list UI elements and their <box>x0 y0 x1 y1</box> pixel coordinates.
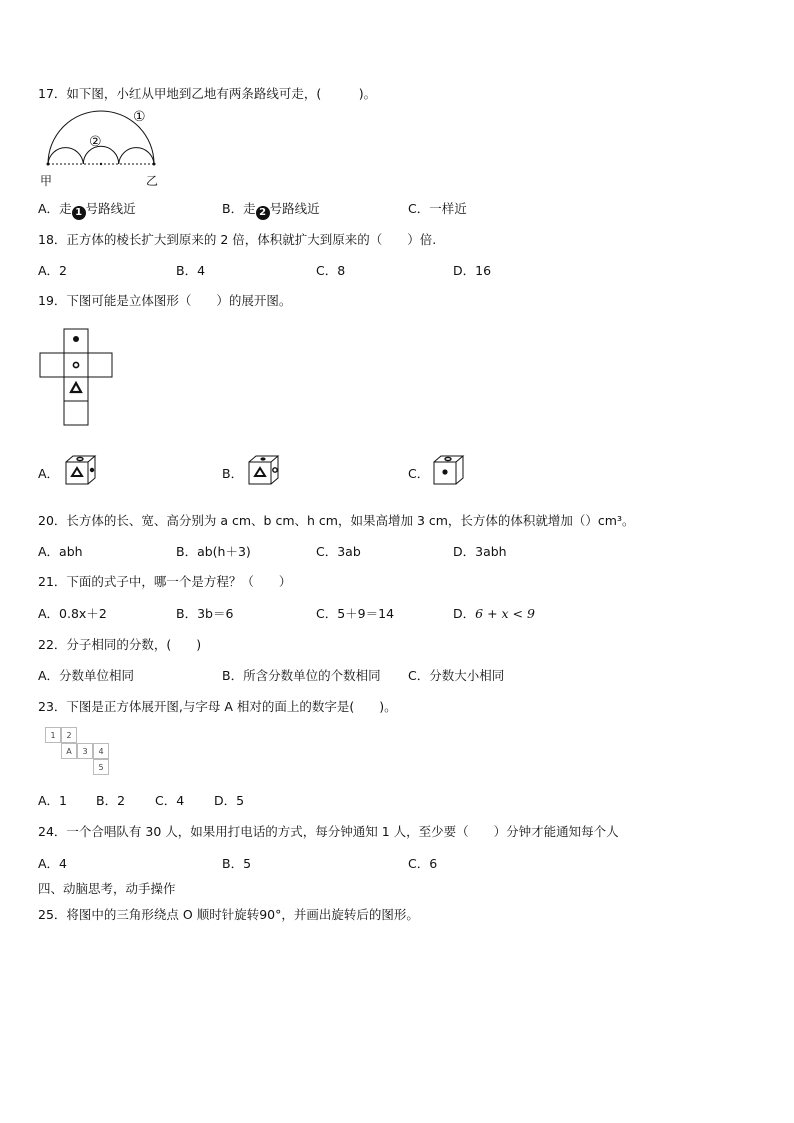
option-text: 号路线近 <box>85 201 136 216</box>
route-1-label: ① <box>133 109 146 125</box>
inequality-expression: 6 + x < 9 <box>475 606 535 621</box>
q20-option-d[interactable]: D．3abh <box>453 544 507 559</box>
q22-option-b[interactable]: B．所含分数单位的个数相同 <box>222 668 381 683</box>
option-text: 一样近 <box>429 201 467 216</box>
q21-option-b[interactable]: B．3b＝6 <box>176 606 234 621</box>
q17-stem: 17．如下图，小红从甲地到乙地有两条路线可走，( )。 <box>38 86 377 101</box>
option-letter: B． <box>222 201 244 216</box>
option-text: 号路线近 <box>269 201 320 216</box>
cube-option-b-icon <box>247 454 287 486</box>
q20-stem: 20．长方体的长、宽、高分别为 a cm、b cm、h cm，如果高增加 3 cm，长方体的体积就增加（）cm³。 <box>38 513 635 528</box>
circled-number-1: 1 <box>72 206 86 220</box>
net-cell-3: 3 <box>77 743 93 759</box>
q23-stem: 23．下图是正方体展开图,与字母 A 相对的面上的数字是( )。 <box>38 699 397 714</box>
net-cell-2: 2 <box>61 727 77 743</box>
q20-option-c[interactable]: C．3ab <box>316 544 361 559</box>
q23-option-a[interactable]: A．1 <box>38 793 68 808</box>
q19-cube-net <box>40 329 114 425</box>
q23-option-d[interactable]: D．5 <box>214 793 245 808</box>
q20-option-b[interactable]: B．ab(h＋3) <box>176 544 251 559</box>
q19-option-b[interactable]: B． <box>222 466 244 481</box>
net-cell-1: 1 <box>45 727 61 743</box>
q19-option-c[interactable]: C． <box>408 466 430 481</box>
q17-option-b[interactable] <box>222 199 320 220</box>
section-heading: 四、动脑思考，动手操作 <box>38 881 176 896</box>
cube-option-c-icon <box>432 454 472 486</box>
q22-stem: 22．分子相同的分数，( ) <box>38 637 202 652</box>
option-letter: C． <box>408 201 430 216</box>
q24-option-c[interactable]: C．6 <box>408 856 438 871</box>
q18-stem: 18．正方体的棱长扩大到原来的 2 倍，体积就扩大到原来的（ ）倍. <box>38 232 437 247</box>
q18-option-b[interactable]: B．4 <box>176 263 206 278</box>
option-text: 走 <box>59 201 72 216</box>
q18-option-d[interactable]: D．16 <box>453 263 492 278</box>
q17-option-a[interactable] <box>38 199 136 220</box>
q21-option-c[interactable]: C．5＋9＝14 <box>316 606 395 621</box>
end-label: 乙 <box>146 174 159 188</box>
q22-option-a[interactable]: A．分数单位相同 <box>38 668 135 683</box>
q18-option-c[interactable]: C．8 <box>316 263 346 278</box>
q25-stem: 25．将图中的三角形绕点 O 顺时针旋转90°，并画出旋转后的图形。 <box>38 907 419 922</box>
net-cell-a: A <box>61 743 77 759</box>
cube-option-a-icon <box>64 454 104 486</box>
q19-option-a[interactable]: A． <box>38 466 60 481</box>
q23-option-b[interactable]: B．2 <box>96 793 126 808</box>
option-letter: A． <box>38 201 60 216</box>
net-cell-5: 5 <box>93 759 109 775</box>
q18-option-a[interactable]: A．2 <box>38 263 68 278</box>
q17-option-c[interactable] <box>408 199 467 217</box>
net-cell-4: 4 <box>93 743 109 759</box>
q24-option-b[interactable]: B．5 <box>222 856 252 871</box>
q21-option-d[interactable] <box>453 604 535 622</box>
q23-cube-net <box>45 727 115 779</box>
start-label: 甲 <box>40 174 53 188</box>
option-letter: D． <box>453 606 476 621</box>
route-2-label: ② <box>89 134 102 150</box>
q19-stem: 19．下图可能是立体图形（ ）的展开图。 <box>38 293 292 308</box>
q23-option-c[interactable]: C．4 <box>155 793 185 808</box>
q21-stem: 21．下面的式子中，哪一个是方程？（ ） <box>38 574 292 589</box>
q24-option-a[interactable]: A．4 <box>38 856 68 871</box>
q22-option-c[interactable]: C．分数大小相同 <box>408 668 505 683</box>
q20-option-a[interactable]: A．abh <box>38 544 83 559</box>
q24-stem: 24．一个合唱队有 30 人，如果用打电话的方式，每分钟通知 1 人，至少要（ ）分钟才能通知每个人 <box>38 824 619 839</box>
q21-option-a[interactable]: A．0.8x＋2 <box>38 606 107 621</box>
option-text: 走 <box>243 201 256 216</box>
circled-number-2: 2 <box>256 206 270 220</box>
